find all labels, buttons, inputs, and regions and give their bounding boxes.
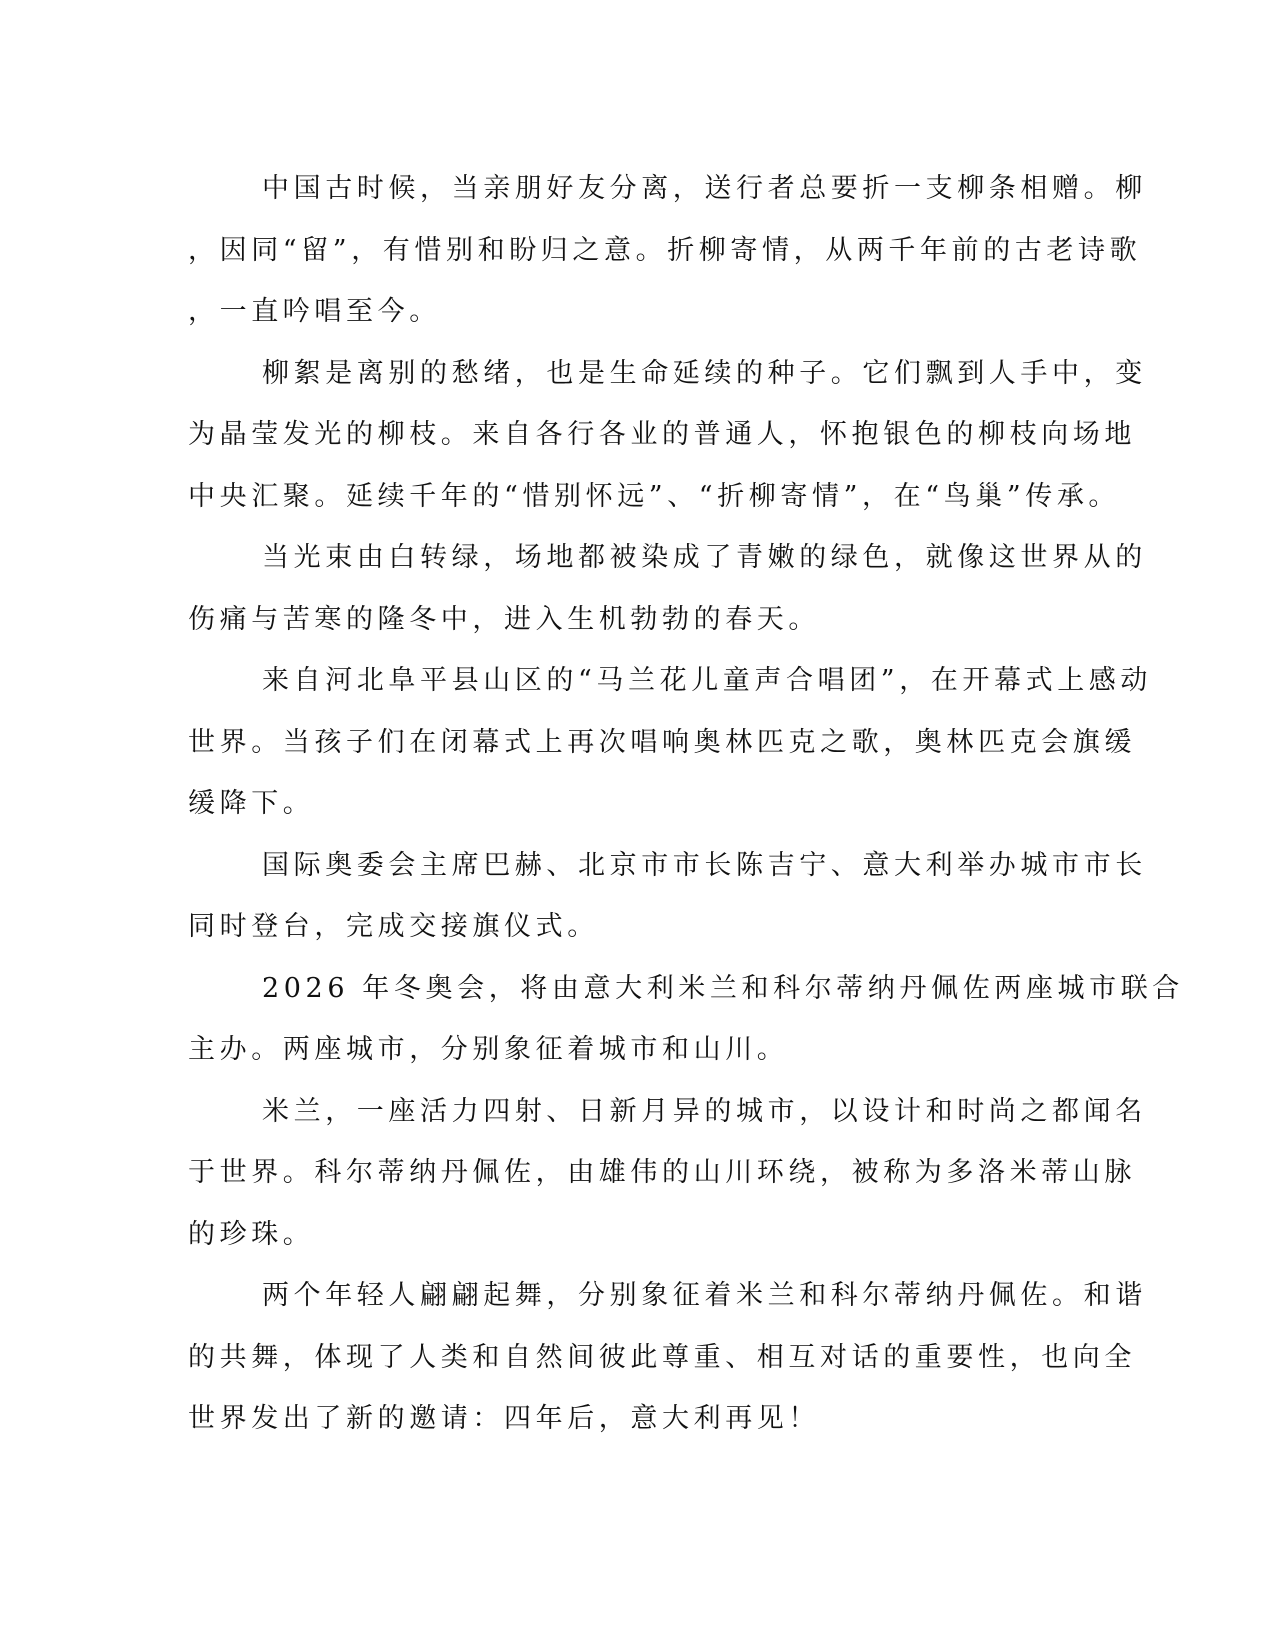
paragraph-line: 主办。两座城市，分别象征着城市和山川。	[188, 1034, 789, 1065]
paragraph-line: 两个年轻人翩翩起舞，分别象征着米兰和科尔蒂纳丹佩佐。和谐	[262, 1280, 1147, 1311]
paragraph-line: ，因同“留”，有惜别和盼归之意。折柳寄情，从两千年前的古老诗歌	[188, 234, 1142, 266]
paragraph-green-light	[188, 527, 1147, 650]
paragraph-line: 同时登台，完成交接旗仪式。	[188, 911, 599, 942]
paragraph-line: 当光束由白转绿，场地都被染成了青嫩的绿色，就像这世界从的	[262, 542, 1147, 573]
paragraph-line: 中央汇聚。延续千年的“惜别怀远”、“折柳寄情”，在“鸟巢”传承。	[188, 480, 1121, 512]
paragraph-line: 于世界。科尔蒂纳丹佩佐，由雄伟的山川环绕，被称为多洛米蒂山脉	[188, 1157, 1136, 1188]
paragraph-dance-invitation	[188, 1265, 1147, 1450]
paragraph-flag-handover	[188, 835, 1147, 958]
paragraph-children-choir	[188, 650, 1153, 835]
document-body	[188, 158, 1184, 1450]
paragraph-2026-games	[188, 958, 1184, 1081]
paragraph-line: 的共舞，体现了人类和自然间彼此尊重、相互对话的重要性，也向全	[188, 1341, 1136, 1373]
paragraph-line: 米兰，一座活力四射、日新月异的城市，以设计和时尚之都闻名	[262, 1095, 1147, 1127]
paragraph-line: 2026 年冬奥会，将由意大利米兰和科尔蒂纳丹佩佐两座城市联合	[262, 972, 1184, 1004]
paragraph-line: 世界发出了新的邀请：四年后，意大利再见！	[188, 1403, 820, 1434]
paragraph-line: 缓降下。	[188, 788, 315, 819]
paragraph-line: 为晶莹发光的柳枝。来自各行各业的普通人，怀抱银色的柳枝向场地	[188, 419, 1136, 450]
paragraph-line: 来自河北阜平县山区的“马兰花儿童声合唱团”，在开幕式上感动	[262, 665, 1153, 696]
paragraph-willow-catkins	[188, 343, 1147, 528]
paragraph-line: 中国古时候，当亲朋好友分离，送行者总要折一支柳条相赠。柳	[262, 173, 1147, 204]
paragraph-line: 国际奥委会主席巴赫、北京市市长陈吉宁、意大利举办城市市长	[262, 849, 1147, 881]
paragraph-line: 伤痛与苦寒的隆冬中，进入生机勃勃的春天。	[188, 603, 820, 635]
paragraph-line: 的珍珠。	[188, 1218, 315, 1250]
paragraph-willow-tradition	[188, 158, 1147, 343]
paragraph-line: 柳絮是离别的愁绪，也是生命延续的种子。它们飘到人手中，变	[262, 357, 1147, 389]
paragraph-host-cities	[188, 1081, 1147, 1266]
paragraph-line: ，一直吟唱至今。	[188, 296, 441, 327]
paragraph-line: 世界。当孩子们在闭幕式上再次唱响奥林匹克之歌，奥林匹克会旗缓	[188, 726, 1136, 758]
